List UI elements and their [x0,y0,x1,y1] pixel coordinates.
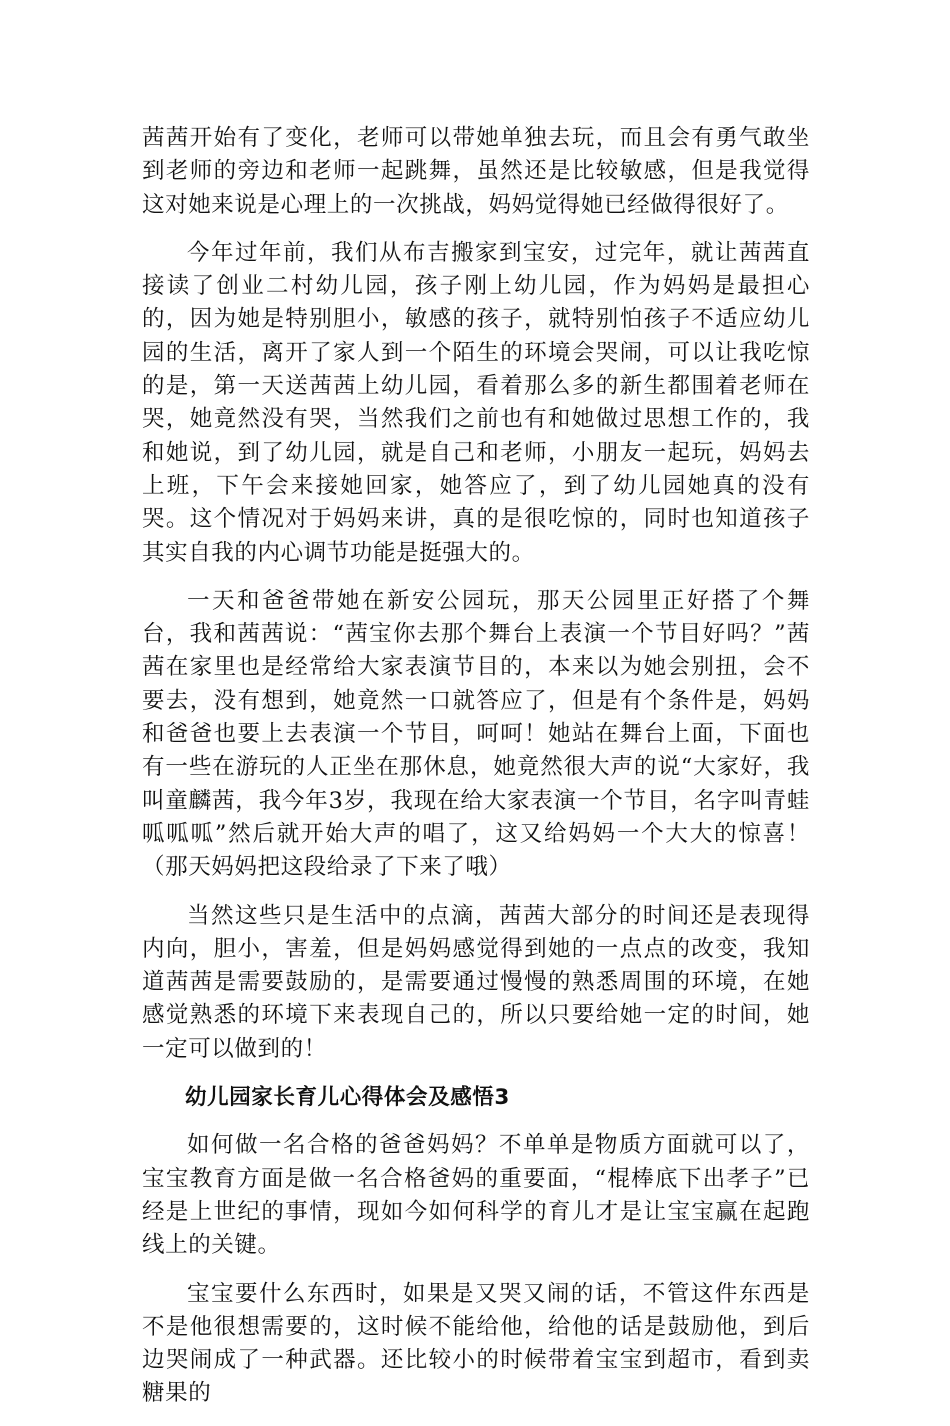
paragraph: 当然这些只是生活中的点滴，茜茜大部分的时间还是表现得内向，胆小，害羞，但是妈妈感觉得到她的一点点的改变，我知道茜茜是需要鼓励的，是需要通过慢慢的熟悉周围的环境，在她感觉熟悉的环境下来表现自己的，所以只要给她一定的时间，她一定可以做到的！ [142,902,810,1062]
paragraph: 茜茜开始有了变化，老师可以带她单独去玩，而且会有勇气敢坐到老师的旁边和老师一起跳舞，虽然还是比较敏感，但是我觉得这对她来说是心理上的一次挑战，妈妈觉得她已经做得很好了。 [142,125,810,218]
document-body [142,122,810,1426]
paragraph: 一天和爸爸带她在新安公园玩，那天公园里正好搭了个舞台，我和茜茜说：“茜宝你去那个舞台上表演一个节目好吗？”茜茜在家里也是经常给大家表演节目的，本来以为她会别扭，会不要去，没有想到，她竟然一口就答应了，但是有个条件是，妈妈和爸爸也要上去表演一个节目，呵呵！她站在舞台上面，下面也有一些在游玩的人正坐在那休息，她竟然很大声的说“大家好，我叫童麟茜，我今年3岁，我现在给大家表演一个节目，名字叫青蛙呱呱呱”然后就开始大声的唱了，这又给妈妈一个大大的惊喜！（那天妈妈把这段给录了下来了哦） [142,587,810,881]
paragraph: 宝宝要什么东西时，如果是又哭又闹的话，不管这件东西是不是他很想需要的，这时候不能给他，给他的话是鼓励他，到后边哭闹成了一种武器。还比较小的时候带着宝宝到超市，看到卖糖果的 [142,1280,810,1407]
section-heading: 幼儿园家长育儿心得体会及感悟3 [185,1085,510,1111]
paragraph: 如何做一名合格的爸爸妈妈？不单单是物质方面就可以了，宝宝教育方面是做一名合格爸妈的重要面，“棍棒底下出孝子”已经是上世纪的事情，现如今如何科学的育儿才是让宝宝赢在起跑线上的关键。 [142,1132,810,1259]
paragraph: 今年过年前，我们从布吉搬家到宝安，过完年，就让茜茜直接读了创业二村幼儿园，孩子刚上幼儿园，作为妈妈是最担心的，因为她是特别胆小，敏感的孩子，就特别怕孩子不适应幼儿园的生活，离开了家人到一个陌生的环境会哭闹，可以让我吃惊的是，第一天送茜茜上幼儿园，看着那么多的新生都围着老师在哭，她竟然没有哭，当然我们之前也有和她做过思想工作的，我和她说，到了幼儿园，就是自己和老师，小朋友一起玩，妈妈去上班，下午会来接她回家，她答应了，到了幼儿园她真的没有哭。这个情况对于妈妈来讲，真的是很吃惊的，同时也知道孩子其实自我的内心调节功能是挺强大的。 [142,239,810,566]
